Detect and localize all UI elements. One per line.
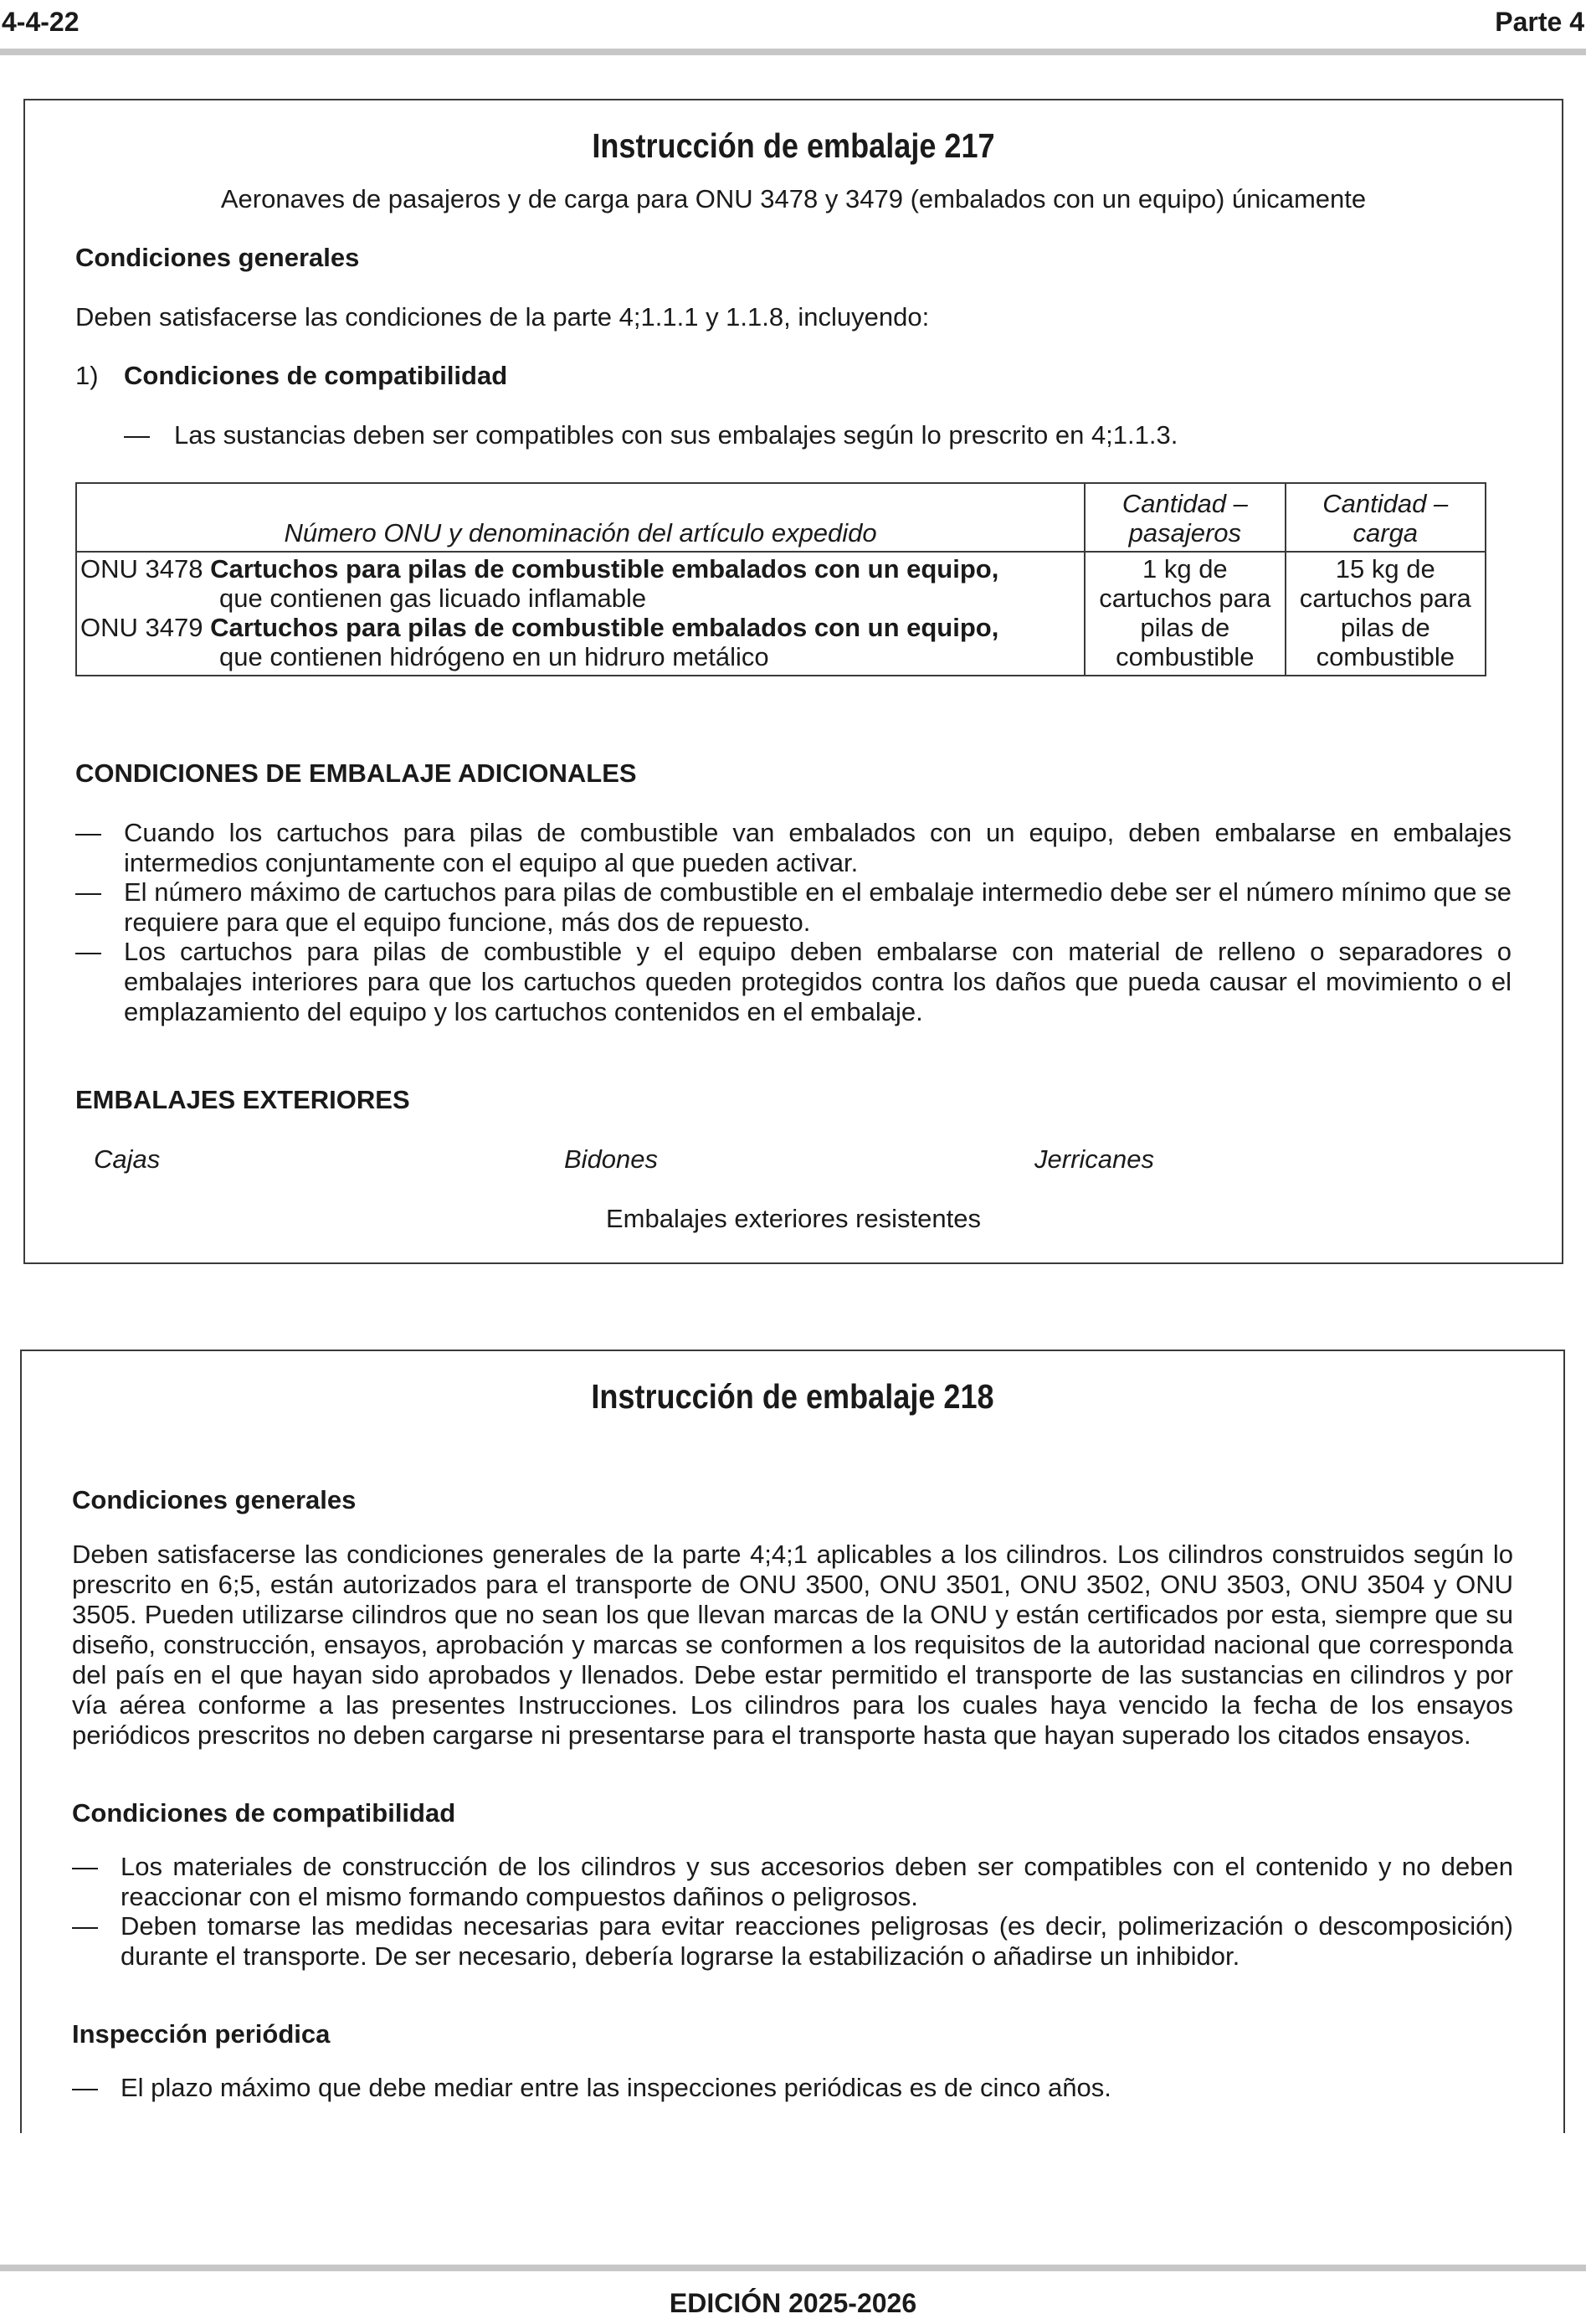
qty-cargo-cell: 15 kg de cartuchos para pilas de combustible xyxy=(1286,552,1486,676)
table-row xyxy=(76,552,1486,676)
un-name-rest: que contienen gas licuado inflamable xyxy=(219,584,647,613)
pi217-title: Instrucción de embalaje 217 xyxy=(592,126,995,165)
header-rule xyxy=(0,49,1586,55)
table-header-row xyxy=(76,483,1486,552)
edition-label: EDICIÓN 2025-2026 xyxy=(669,2288,917,2318)
pi218-compat-heading: Condiciones de compatibilidad xyxy=(72,1798,456,1828)
un-entry xyxy=(80,613,1080,671)
pi217-item1-heading: Condiciones de compatibilidad xyxy=(124,361,508,390)
outer-type-boxes: Cajas xyxy=(94,1144,161,1174)
un-number: ONU 3479 xyxy=(80,613,203,642)
qty-passenger-cell: 1 kg de cartuchos para pilas de combustible xyxy=(1085,552,1285,676)
page-header xyxy=(0,7,1586,40)
un-quantity-table xyxy=(75,482,1486,676)
pi217-outer-heading: EMBALAJES EXTERIORES xyxy=(75,1085,410,1114)
pi218-general-heading: Condiciones generales xyxy=(72,1485,357,1514)
un-number: ONU 3478 xyxy=(80,554,203,584)
pi218-inspection-heading: Inspección periódica xyxy=(72,2019,331,2049)
part-label: Parte 4 xyxy=(1495,7,1584,37)
pi218-box: Instrucción de embalaje 218 Condiciones generales Deben satisfacerse las condiciones generales de la parte 4;4;1 aplicables a los cilindros. Los cilindros construidos según lo prescrito en 6;5, están autorizados para el transporte de ONU 3500, ONU 3501, ONU 3502, ONU 3503, ONU 3504 y ONU 3505. Pueden utilizarse cilindros que no sean los que llevan marcas de la ONU y están certificados por esta, siempre que su diseño, construcción, ensayos, aprobación y marcas se conformen a los requisitos de la autoridad nacional que corresponda del país en el que hayan sido aprobados y llenados. Debe estar permitido el transporte de las sustancias en cilindros y por vía aérea conforme a las presentes Instrucciones. Los cilindros para los cuales haya vencido la fecha de los ensayos periódicos prescritos no deben cargarse ni presentarse para el transporte hasta que hayan superado los citados ensayos. Condiciones de compatibilidad — Los materiales de construcción de los cilindros y sus accesorios deben ser compatibles con el contenido y no deben reaccionar con el mismo formando compuestos dañinos o peligrosos. — Deben tomarse las medidas necesarias para evitar reacciones peligrosas (es decir, polimerización o descomposición) durante el transporte. De ser necesario, debería lograrse la estabilización o añadirse un inhibidor. Inspección periódica — El plazo máximo que debe mediar entre las inspecciones periódicas es de cinco años. xyxy=(20,1350,1565,2133)
header-qty-passenger: Cantidad – pasajeros xyxy=(1085,483,1285,552)
pi217-general-text: Deben satisfacerse las condiciones de la parte 4;1.1.1 y 1.1.8, incluyendo: xyxy=(75,302,930,332)
pi218-general-text: Deben satisfacerse las condiciones generales de la parte 4;4;1 aplicables a los cilindros. Los cilindros construidos según lo prescrito en 6;5, están autorizados para el transporte de ONU 3500, ONU 3501, ONU 3502, ONU 3503, ONU 3504 y ONU 3505. Pueden utilizarse cilindros que no sean los que llevan marcas de la ONU y están certificados por esta, siempre que su diseño, construcción, ensayos, aprobación y marcas se conformen a los requisitos de la autoridad nacional que corresponda del país en el que hayan sido aprobados y llenados. Debe estar permitido el transporte de las sustancias en cilindros y por vía aérea conforme a las presentes Instrucciones. Los cilindros para los cuales haya vencido la fecha de los ensayos periódicos prescritos no deben cargarse ni presentarse para el transporte hasta que hayan superado los citados ensayos. xyxy=(72,1540,1513,1750)
pi217-item1-number: 1) xyxy=(75,361,99,390)
header-un-name: Número ONU y denominación del artículo expedido xyxy=(76,483,1085,552)
pi217-box: Instrucción de embalaje 217 Aeronaves de pasajeros y de carga para ONU 3478 y 3479 (embalados con un equipo) únicamente Condiciones generales Deben satisfacerse las condiciones de la parte 4;1.1.1 y 1.1.8, incluyendo: 1) Condiciones de compatibilidad — Las sustancias deben ser compatibles con sus embalajes según lo prescrito en 4;1.1.3. Número ONU y denominación del artículo expedido Cantidad – pasajeros Cantidad – carga ONU 3478 Cartuchos para pilas de combustible embalados con un equipo, que contienen gas licuado inflamable ONU 3479 Cartuchos para pilas de combustible embalados con un equipo, que contienen hidrógeno en un hidruro metálico 1 kg de cartuchos para pilas de combustible 15 kg de cartuchos para pilas de combustible CONDICIONES DE EMBALAJE ADICIONALES — Cuando los cartuchos para pilas de combustible van embalados con un equipo, deben embalarse en embalajes intermedios conjuntamente con el equipo al que pueden activar. — El número máximo de cartuchos para pilas de combustible en el embalaje intermedio debe ser el número mínimo que se requiere para que el equipo funcione, más dos de repuesto. — Los cartuchos para pilas de combustible y el equipo deben embalarse con material de relleno o separadores o embalajes interiores para que los cartuchos queden protegidos contra los daños que pueda causar el movimiento o el emplazamiento del equipo y los cartuchos contenidos en el embalaje. EMBALAJES EXTERIORES Cajas Bidones Jerricanes Embalajes exteriores resistentes xyxy=(23,99,1563,1264)
un-name-bold: Cartuchos para pilas de combustible embalados con un equipo, xyxy=(210,613,999,642)
header-qty-cargo: Cantidad – carga xyxy=(1286,483,1486,552)
un-name-bold: Cartuchos para pilas de combustible embalados con un equipo, xyxy=(210,554,999,584)
page-number: 4-4-22 xyxy=(2,7,80,37)
pi217-subtitle: Aeronaves de pasajeros y de carga para ONU 3478 y 3479 (embalados con un equipo) únicamente xyxy=(220,184,1367,213)
footer-rule xyxy=(0,2265,1586,2271)
pi217-additional-heading: CONDICIONES DE EMBALAJE ADICIONALES xyxy=(75,758,637,788)
un-name-rest: que contienen hidrógeno en un hidruro metálico xyxy=(219,642,769,671)
pi218-title: Instrucción de embalaje 218 xyxy=(591,1377,994,1416)
pi217-general-heading: Condiciones generales xyxy=(75,243,360,272)
outer-strong-label: Embalajes exteriores resistentes xyxy=(606,1204,981,1233)
outer-type-drums: Bidones xyxy=(564,1144,659,1174)
pi217-item1-text: Las sustancias deben ser compatibles con sus embalajes según lo prescrito en 4;1.1.3. xyxy=(174,420,1178,450)
un-entries-cell xyxy=(76,552,1085,676)
outer-type-jerricans: Jerricanes xyxy=(1034,1144,1154,1174)
un-entry xyxy=(80,554,1080,613)
dash: — xyxy=(124,420,150,450)
